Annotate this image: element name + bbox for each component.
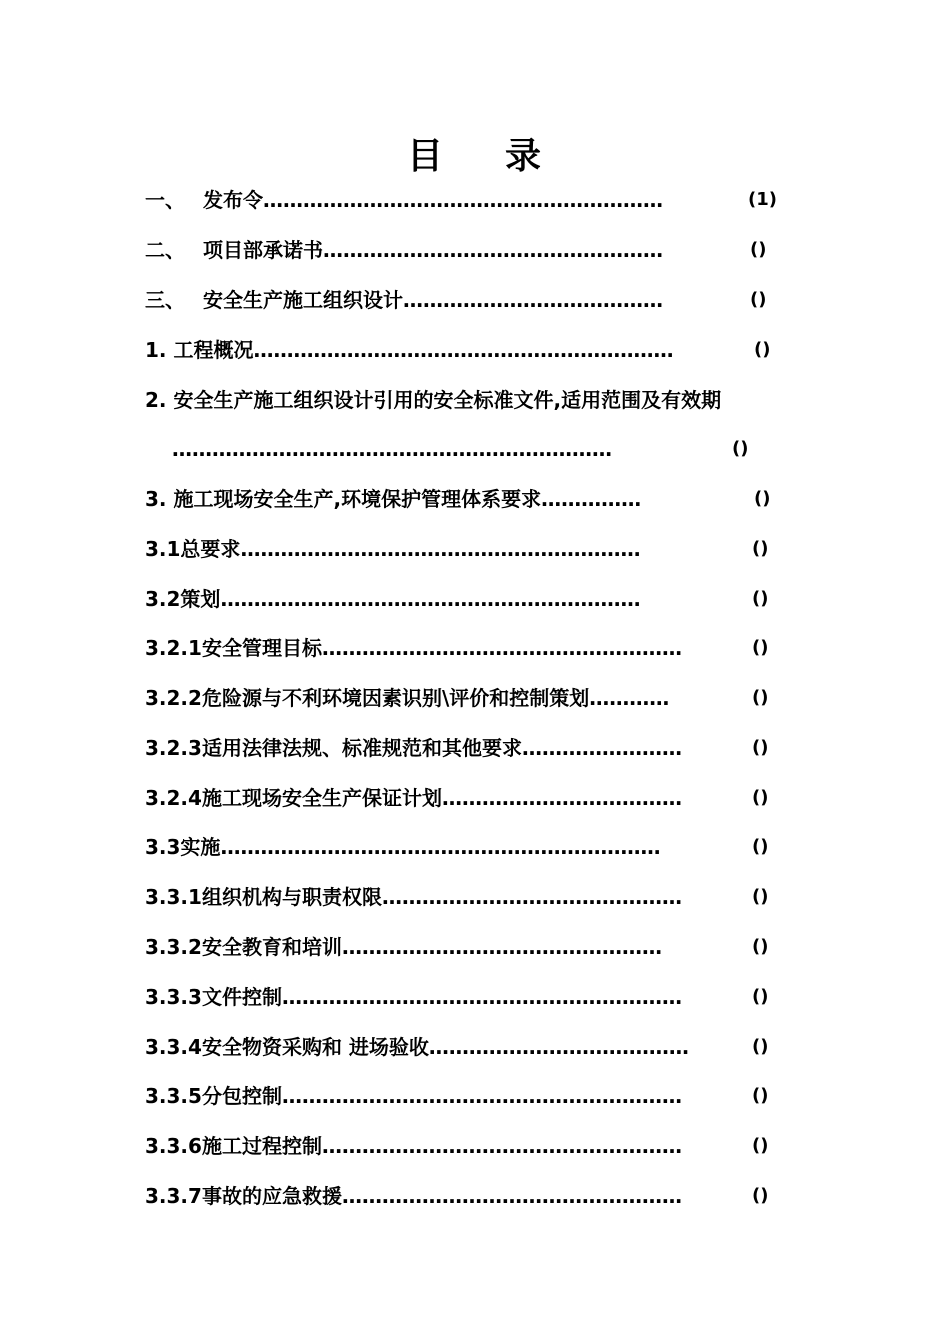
toc-label: 3.3.4安全物资采购和 进场验收 — [145, 1035, 429, 1059]
toc-page-number: () — [732, 438, 749, 459]
toc-leader: …………………………………………… — [323, 238, 663, 262]
toc-leader: ……………………………………………………… — [220, 587, 641, 611]
toc-leader: ………………………………… — [428, 1035, 689, 1059]
toc-page-number: () — [752, 1185, 769, 1206]
toc-page-number: () — [752, 836, 769, 857]
toc-label: 安全生产施工组织设计 — [203, 288, 403, 312]
toc-page-number: () — [750, 239, 767, 260]
toc-entry[interactable] — [0, 183, 950, 217]
toc-page-number: () — [754, 339, 771, 360]
toc-page-number: () — [752, 1135, 769, 1156]
toc-entry-continuation[interactable] — [0, 432, 950, 466]
page-title — [0, 128, 950, 179]
title-char-right: 录 — [505, 136, 544, 177]
toc-leader: …………………… — [521, 736, 682, 760]
toc-leader: …………… — [541, 487, 642, 511]
toc-leader: ………………………………………………………… — [220, 835, 661, 859]
toc-leader: ………… — [589, 686, 670, 710]
toc-label: 3.3.2安全教育和培训 — [145, 935, 342, 959]
toc-entry[interactable] — [0, 930, 950, 964]
toc-leader: …………………………………………… — [341, 1184, 682, 1208]
toc-label: 3.1总要求 — [145, 537, 241, 561]
toc-entry[interactable] — [0, 781, 950, 815]
toc-label: 2. 安全生产施工组织设计引用的安全标准文件,适用范围及有效期 — [145, 388, 722, 412]
toc-leader: ……………………………………………………… — [253, 338, 674, 362]
toc-leader: ………………………………………………………… — [172, 437, 612, 461]
toc-leader: ………………………………………… — [341, 935, 662, 959]
toc-entry[interactable] — [0, 383, 950, 417]
toc-entry[interactable] — [0, 1179, 950, 1213]
toc-label: 发布令 — [203, 188, 263, 212]
toc-page-number: () — [752, 637, 769, 658]
toc-entry[interactable] — [0, 1129, 950, 1163]
toc-label: 3.2策划 — [145, 587, 221, 611]
toc-leader: ……………………………………… — [381, 885, 682, 909]
toc-entry[interactable] — [0, 532, 950, 566]
toc-entry[interactable] — [0, 1030, 950, 1064]
toc-leader: …………………………………………………… — [240, 537, 641, 561]
title-char-left: 目 — [406, 136, 445, 177]
toc-leader: …………………………………………………… — [281, 1084, 682, 1108]
toc-entry[interactable] — [0, 631, 950, 665]
toc-page-number: () — [752, 936, 769, 957]
toc-label: 3.3.7事故的应急救援 — [145, 1184, 342, 1208]
toc-page-number: () — [752, 538, 769, 559]
toc-number: 三、 — [145, 288, 185, 312]
toc-label: 3.3.1组织机构与职责权限 — [145, 885, 382, 909]
toc-page-number: () — [750, 289, 767, 310]
toc-page-number: () — [752, 787, 769, 808]
toc-entry[interactable] — [0, 681, 950, 715]
toc-page-number: () — [754, 488, 771, 509]
toc-leader: ………………………………… — [403, 288, 663, 312]
toc-page-number: () — [752, 1085, 769, 1106]
toc-leader: ……………………………………………… — [321, 1134, 682, 1158]
toc-label: 3.3.5分包控制 — [145, 1084, 282, 1108]
toc-label: 3.2.2危险源与不利环境因素识别\评价和控制策划 — [145, 686, 590, 710]
toc-page-number: () — [752, 588, 769, 609]
toc-label: 3. 施工现场安全生产,环境保护管理体系要求 — [145, 487, 542, 511]
toc-page-number: () — [752, 687, 769, 708]
toc-entry[interactable] — [0, 880, 950, 914]
toc-label: 3.3实施 — [145, 835, 221, 859]
toc-entry[interactable] — [0, 283, 950, 317]
toc-label: 项目部承诺书 — [203, 238, 323, 262]
toc-entry[interactable] — [0, 1079, 950, 1113]
toc-number: 二、 — [145, 238, 185, 262]
toc-leader: …………………………………………………… — [263, 188, 663, 212]
toc-label: 1. 工程概况 — [145, 338, 254, 362]
toc-label: 3.3.3文件控制 — [145, 985, 282, 1009]
toc-entry[interactable] — [0, 582, 950, 616]
toc-number: 一、 — [145, 188, 185, 212]
toc-page-number: () — [752, 1036, 769, 1057]
toc-label: 3.2.1安全管理目标 — [145, 636, 322, 660]
toc-entry[interactable] — [0, 830, 950, 864]
toc-page-number: () — [752, 737, 769, 758]
toc-entry[interactable] — [0, 333, 950, 367]
toc-entry[interactable] — [0, 980, 950, 1014]
toc-label: 3.2.3适用法律法规、标准规范和其他要求 — [145, 736, 522, 760]
toc-page-number: () — [752, 886, 769, 907]
toc-page-number: () — [752, 986, 769, 1007]
toc-label: 3.2.4施工现场安全生产保证计划 — [145, 786, 442, 810]
toc-leader: ……………………………… — [441, 786, 682, 810]
toc-entry[interactable] — [0, 731, 950, 765]
toc-leader: ……………………………………………… — [321, 636, 682, 660]
toc-leader: …………………………………………………… — [281, 985, 682, 1009]
toc-label: 3.3.6施工过程控制 — [145, 1134, 322, 1158]
toc-page-number: (1) — [748, 189, 777, 210]
toc-entry[interactable] — [0, 233, 950, 267]
toc-entry[interactable] — [0, 482, 950, 516]
